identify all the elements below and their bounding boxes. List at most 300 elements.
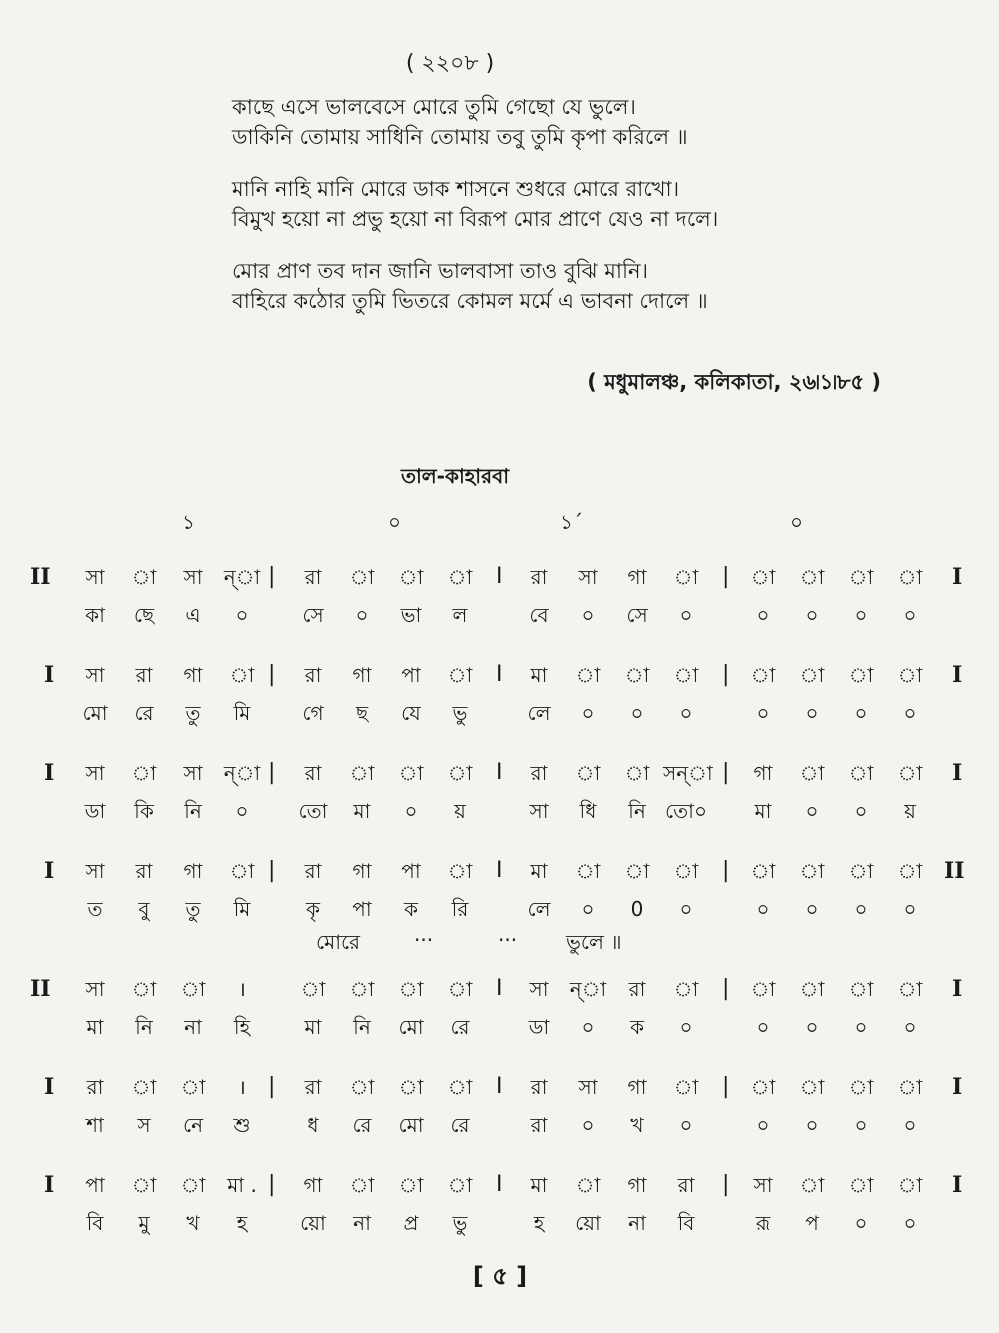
syllable: ০ [805,603,819,627]
syllable: ০ [805,1015,819,1039]
note: পা [401,663,421,687]
syllable: বি [86,1211,104,1235]
note: া [848,859,874,883]
syllable: মি [233,701,251,725]
note: গা [627,565,647,589]
syllable: কা [85,603,105,627]
separator: | [268,662,276,687]
note: া [180,1173,206,1197]
separator: I [496,858,503,883]
note: া [799,565,825,589]
note: া [349,1075,375,1099]
note: া [447,1173,473,1197]
syllable: ০ [679,603,693,627]
separator: | [268,1172,276,1197]
note: মা [530,663,548,687]
syllable: তু [185,897,201,921]
syllable: ০ [903,603,917,627]
notation-rows [0,558,999,1264]
note: রা [135,663,153,687]
syllable: রে [450,1015,470,1039]
syllable: ০ [805,701,819,725]
note-line [0,1166,999,1204]
note: া [349,761,375,785]
syllable: ০ [235,603,249,627]
note: া [750,977,776,1001]
note: গা [352,859,372,883]
note: া [398,1075,424,1099]
note: া [897,565,923,589]
note: া [575,859,601,883]
note: রা [530,761,548,785]
note: পা [401,859,421,883]
lyric-line: কাছে এসে ভালবেসে মোরে তুমি গেছো যে ভুলে। [232,95,636,119]
separator: I [496,662,503,687]
syllable: য় [904,799,916,823]
note: া [897,663,923,687]
syllable: এ [185,603,201,627]
note: সা [85,663,105,687]
separator: | [722,760,730,785]
note: রা [86,1075,104,1099]
start-barline: I [44,1172,55,1198]
note: া [180,977,206,1001]
note: সা [753,1173,773,1197]
note-line [0,656,999,694]
syllable: খ [186,1211,200,1235]
extra-lyric-line [0,928,999,958]
syllable: লে [527,897,551,921]
note: া [447,565,473,589]
note-line [0,970,999,1008]
syllable: মো [398,1015,424,1039]
syllable: বি [677,1211,695,1235]
separator: | [268,564,276,589]
note: ন্া [223,761,261,785]
note-line [0,1068,999,1106]
beat-mark: ০ [388,510,402,534]
note: া [229,663,255,687]
separator: I [496,1172,503,1197]
syllable: ০ [903,1015,917,1039]
syllable: না [353,1211,371,1235]
note: সা [529,977,549,1001]
beat-mark: ১´ [560,510,583,534]
note: রা [304,663,322,687]
syllable: ধ [307,1113,319,1137]
syllable-line [0,890,999,928]
syllable: পা [352,897,372,921]
notation-row [0,970,999,1068]
syllable: ০ [805,1113,819,1137]
note: সা [183,565,203,589]
syllable: ০ [630,701,644,725]
note: সা [578,565,598,589]
syllable: প [805,1211,819,1235]
end-barline: I [952,1074,963,1100]
note: া [750,1075,776,1099]
syllable: গে [302,701,324,725]
separator: I [496,564,503,589]
syllable: ডা [528,1015,550,1039]
note: া [848,761,874,785]
syllable: রে [352,1113,372,1137]
start-barline: II [30,976,51,1002]
syllable: ০ [756,1015,770,1039]
syllable: না [628,1211,646,1235]
note: া [673,1075,699,1099]
syllable: যে [401,701,421,725]
syllable: মি [233,897,251,921]
separator: I [496,1074,503,1099]
syllable: ০ [581,603,595,627]
note: া [398,761,424,785]
syllable: ০ [679,1015,693,1039]
syllable: প্র [403,1211,419,1235]
beat-mark: ০ [790,510,804,534]
syllable: ০ [854,897,868,921]
syllable: মা [304,1015,322,1039]
syllable: ০ [679,897,693,921]
extra-word: মোরে [316,930,361,954]
syllable: ধি [579,799,597,823]
syllable: ডা [84,799,106,823]
separator: | [722,662,730,687]
syllable: তো [298,799,328,823]
syllable: নি [184,799,202,823]
syllable: মো [398,1113,424,1137]
note: া [848,1173,874,1197]
note: ন্া [223,565,261,589]
syllable: ০ [355,603,369,627]
note: গা [183,859,203,883]
syllable: ০ [854,1211,868,1235]
separator: | [722,858,730,883]
syllable-line [0,694,999,732]
note: া [897,1075,923,1099]
syllable: ০ [756,701,770,725]
syllable-line [0,1008,999,1046]
note: া [300,977,326,1001]
syllable: সে [626,603,648,627]
syllable: য়ো [300,1211,326,1235]
lyric-line: বিমুখ হয়ো না প্রভু হয়ো না বিরূপ মোর প্রাণে যেও না দলে। [232,207,719,231]
note: । [238,1075,246,1099]
end-barline: I [952,564,963,590]
extra-word: ভুলে ॥ [566,930,622,954]
note: গা [627,1173,647,1197]
note: া [673,663,699,687]
syllable: বে [529,603,549,627]
syllable: 0 [630,897,644,921]
note: পা [85,1173,105,1197]
note: া [848,977,874,1001]
end-barline: I [952,760,963,786]
note: া [673,977,699,1001]
note: মা [530,859,548,883]
syllable: রূ [755,1211,771,1235]
syllable: ০ [581,1113,595,1137]
note: া [131,1173,157,1197]
separator: | [268,1074,276,1099]
syllable: হি [233,1015,251,1039]
source-citation: ( মধুমালঞ্চ, কলিকাতা, ২৬৷১৷৮৫ ) [587,370,881,394]
syllable: কৃ [306,897,320,921]
note: া [447,977,473,1001]
syllable: শা [86,1113,104,1137]
separator: | [268,760,276,785]
note: া [447,761,473,785]
note: সা [85,977,105,1001]
syllable: ভু [452,701,468,725]
note: া [624,663,650,687]
note: সন্া [663,761,713,785]
note: গা [627,1075,647,1099]
note: ন্া [569,977,607,1001]
syllable: রি [451,897,469,921]
note: া [398,1173,424,1197]
syllable: মো [82,701,108,725]
syllable: ০ [679,701,693,725]
tala-title: তাল-কাহারবা [400,464,510,488]
syllable: ত [87,897,103,921]
notation-row [0,754,999,852]
note: রা [530,565,548,589]
syllable: হ [533,1211,545,1235]
syllable: নি [353,1015,371,1039]
note: সা [85,761,105,785]
note: মা [530,1173,548,1197]
note: গা [303,1173,323,1197]
note: । [238,977,246,1001]
start-barline: II [30,564,51,590]
notation-row [0,656,999,754]
syllable: ০ [581,1015,595,1039]
note: া [131,565,157,589]
note: া [624,761,650,785]
note: া [131,1075,157,1099]
note: মা . [227,1173,257,1197]
extra-word: ··· [414,928,434,952]
syllable-line [0,792,999,830]
note: া [799,761,825,785]
note: া [897,977,923,1001]
note: া [131,761,157,785]
note: সা [85,565,105,589]
note: া [180,1075,206,1099]
note: া [349,565,375,589]
syllable: স [137,1113,151,1137]
end-barline: I [952,976,963,1002]
end-barline: I [952,1172,963,1198]
syllable: সে [302,603,324,627]
syllable: রে [450,1113,470,1137]
syllable: ০ [854,799,868,823]
syllable: ল [452,603,468,627]
separator: | [722,1074,730,1099]
syllable: মা [86,1015,104,1039]
note: া [799,1173,825,1197]
extra-word: ··· [498,928,518,952]
separator: | [268,858,276,883]
separator: I [496,976,503,1001]
note: া [848,1075,874,1099]
syllable: ০ [679,1113,693,1137]
note: া [398,565,424,589]
syllable: ছে [133,603,155,627]
start-barline: I [44,858,55,884]
lyric-line: মানি নাহি মানি মোরে ডাক শাসনে শুধরে মোরে রাখো। [232,177,680,201]
note: গা [183,663,203,687]
note: সা [183,761,203,785]
syllable: ছ [355,701,369,725]
syllable: ভু [452,1211,468,1235]
syllable: য়ো [575,1211,601,1235]
note-line [0,558,999,596]
syllable: মু [138,1211,150,1235]
syllable: বু [138,897,150,921]
note: রা [304,1075,322,1099]
note: া [447,663,473,687]
syllable: রে [134,701,154,725]
syllable: ০ [854,1113,868,1137]
syllable: ভা [400,603,422,627]
syllable: ০ [805,897,819,921]
note: রা [530,1075,548,1099]
syllable: তো০ [665,799,707,823]
start-barline: I [44,662,55,688]
note: রা [677,1173,695,1197]
note: া [750,859,776,883]
note: া [750,565,776,589]
syllable: ক [404,897,418,921]
note: া [229,859,255,883]
syllable: ০ [903,1211,917,1235]
page-number: [ ৫ ] [472,1262,528,1290]
syllable: ০ [903,1113,917,1137]
syllable: রা [530,1113,548,1137]
syllable: ০ [756,603,770,627]
note: া [897,859,923,883]
note: া [349,1173,375,1197]
note: সা [578,1075,598,1099]
syllable: তু [185,701,201,725]
syllable: ০ [756,1113,770,1137]
note: রা [135,859,153,883]
note: রা [304,761,322,785]
lyric-line: মোর প্রাণ তব দান জানি ভালবাসা তাও বুঝি মানি। [232,259,649,283]
syllable: ০ [854,1015,868,1039]
beat-mark: ১ [182,510,195,534]
note: গা [753,761,773,785]
syllable: ০ [235,799,249,823]
lyrics-block [232,92,932,316]
note: া [131,977,157,1001]
start-barline: I [44,1074,55,1100]
syllable-line [0,1204,999,1242]
syllable: না [184,1015,202,1039]
notation-row [0,1166,999,1264]
notation-row [0,1068,999,1166]
syllable: শু [233,1113,251,1137]
syllable: ০ [854,603,868,627]
note: া [799,859,825,883]
note: গা [352,663,372,687]
note: সা [85,859,105,883]
end-barline: I [952,662,963,688]
note: া [897,1173,923,1197]
syllable: হ [236,1211,248,1235]
syllable: কি [134,799,154,823]
note: া [799,977,825,1001]
syllable: ০ [581,897,595,921]
note: া [673,565,699,589]
syllable: মা [353,799,371,823]
syllable: লে [527,701,551,725]
song-number: ( ২২০৮ ) [405,51,495,76]
note: া [447,859,473,883]
start-barline: I [44,760,55,786]
note: া [624,859,650,883]
syllable: ০ [805,799,819,823]
lyric-line: ডাকিনি তোমায় সাধিনি তোমায় তবু তুমি কৃপা করিলে ॥ [232,125,688,149]
syllable: নি [135,1015,153,1039]
syllable: ০ [903,701,917,725]
syllable: ০ [854,701,868,725]
note: া [349,977,375,1001]
note: া [799,1075,825,1099]
note: রা [304,565,322,589]
note-line [0,754,999,792]
syllable: ক [630,1015,644,1039]
note: রা [628,977,646,1001]
syllable: ০ [581,701,595,725]
syllable: সা [529,799,549,823]
syllable: নে [182,1113,204,1137]
end-barline: II [944,858,965,884]
note: া [398,977,424,1001]
separator: I [496,760,503,785]
lyric-line: বাহিরে কঠোর তুমি ভিতরে কোমল মর্মে এ ভাবনা দোলে ॥ [232,289,708,313]
note: া [848,663,874,687]
syllable: ০ [903,897,917,921]
syllable: ০ [756,897,770,921]
note: া [673,859,699,883]
note: া [897,761,923,785]
syllable-line [0,1106,999,1144]
syllable: ০ [404,799,418,823]
note: া [750,663,776,687]
note: া [575,663,601,687]
syllable: য় [454,799,466,823]
note: া [848,565,874,589]
separator: | [722,1172,730,1197]
separator: | [722,976,730,1001]
note: া [575,1173,601,1197]
separator: | [722,564,730,589]
note: া [447,1075,473,1099]
note: রা [304,859,322,883]
note: া [575,761,601,785]
note-line [0,852,999,890]
syllable: খ [630,1113,644,1137]
note: া [799,663,825,687]
syllable: নি [628,799,646,823]
beat-marks [0,508,999,538]
notation-row [0,558,999,656]
syllable-line [0,596,999,634]
syllable: মা [754,799,772,823]
